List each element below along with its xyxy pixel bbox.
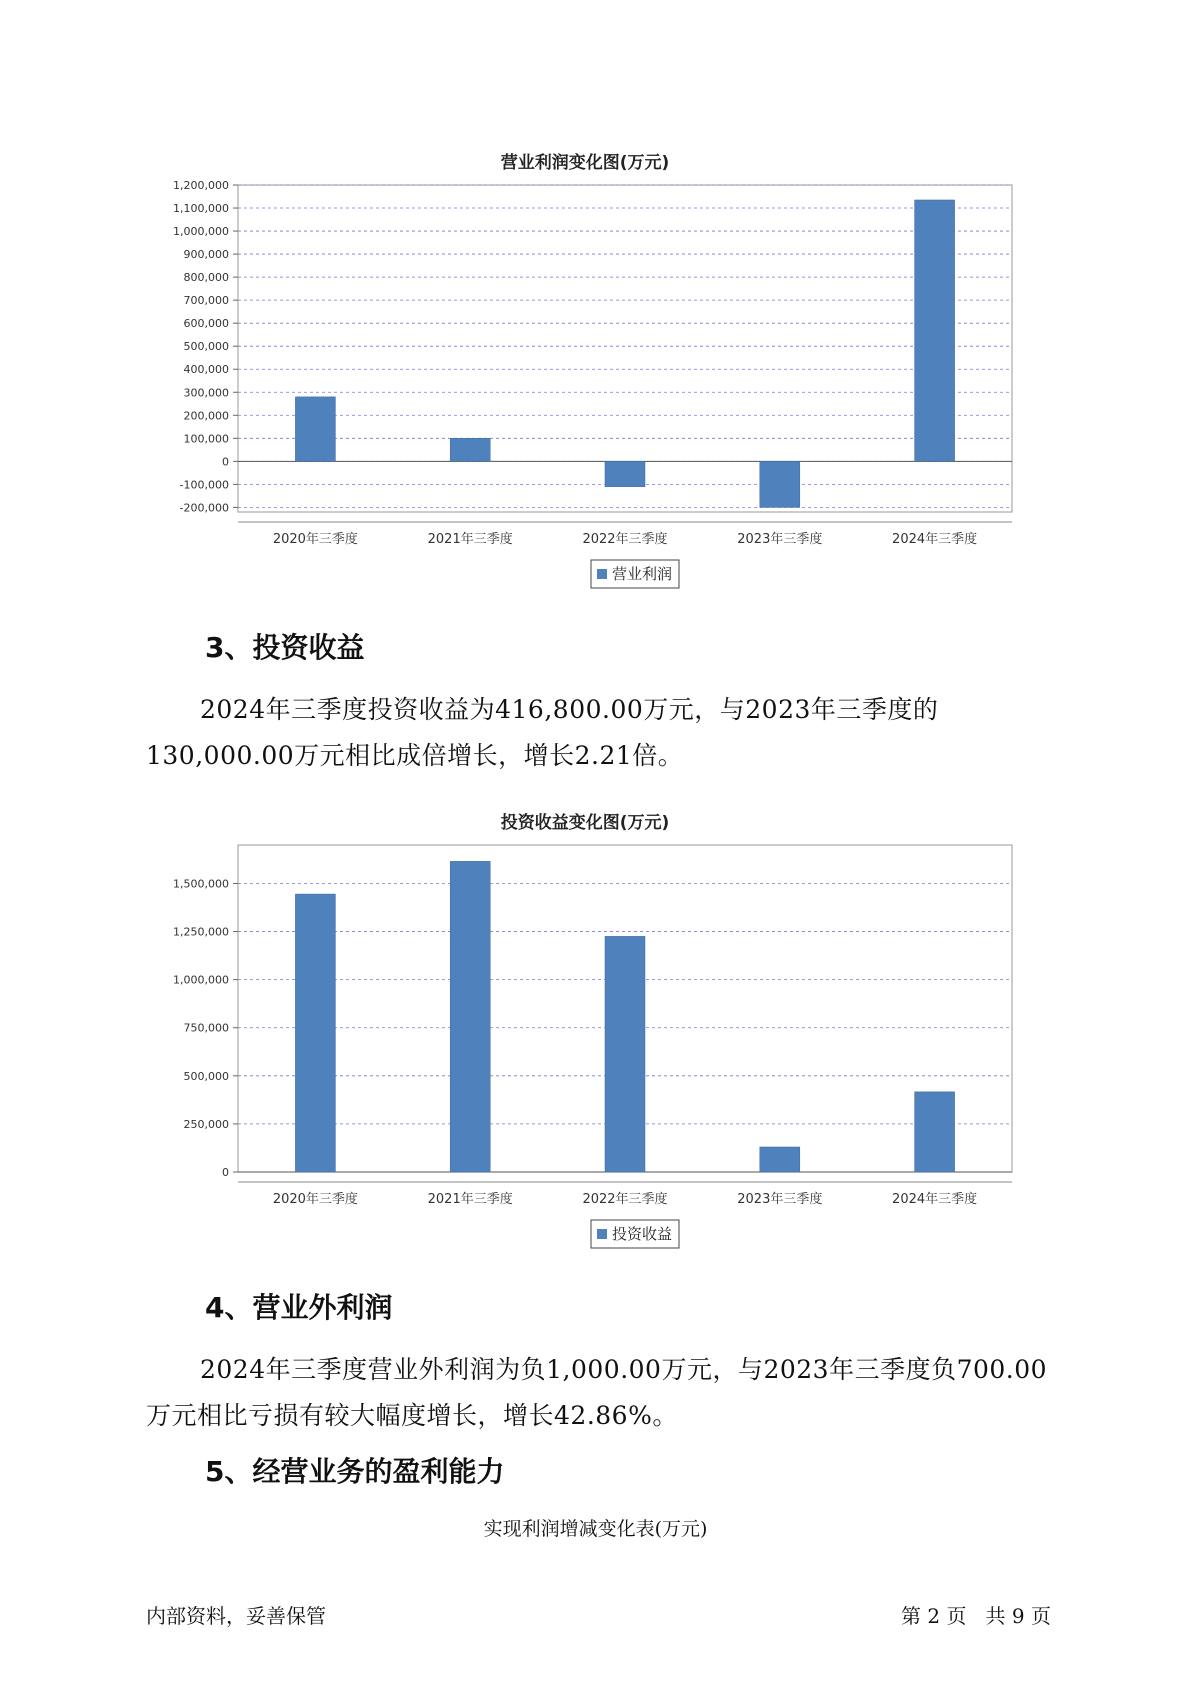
x-tick-label: 2020年三季度 <box>272 532 358 547</box>
x-tick-label: 2024年三季度 <box>892 532 978 547</box>
y-tick-label: 500,000 <box>183 1069 229 1083</box>
bar <box>605 936 645 1172</box>
bar <box>450 438 490 461</box>
x-tick-label: 2021年三季度 <box>427 532 513 547</box>
x-tick-label: 2020年三季度 <box>272 1192 358 1207</box>
y-tick-label: 700,000 <box>183 294 229 308</box>
y-tick-label: 400,000 <box>183 363 229 377</box>
y-tick-label: 1,200,000 <box>173 179 229 192</box>
y-tick-label: 800,000 <box>183 271 229 285</box>
y-tick-label: 100,000 <box>183 432 229 446</box>
y-tick-label: 200,000 <box>183 409 229 423</box>
bar <box>760 1147 800 1172</box>
y-tick-label: -100,000 <box>179 478 229 492</box>
paragraph-line: 万元相比亏损有较大幅度增长，增长42.86%。 <box>146 1401 678 1430</box>
y-tick-label: 1,000,000 <box>173 973 229 987</box>
y-tick-label: 1,250,000 <box>173 925 229 939</box>
investment-income-chart <box>150 800 1020 1260</box>
legend-label: 营业利润 <box>612 565 673 583</box>
y-tick-label: 0 <box>222 455 229 469</box>
x-tick-label: 2023年三季度 <box>737 532 823 547</box>
legend-label: 投资收益 <box>612 1225 673 1243</box>
chart-title: 投资收益变化图(万元) <box>500 813 670 833</box>
operating-profit-chart-svg <box>150 175 1020 615</box>
y-tick-label: 600,000 <box>183 317 229 331</box>
x-tick-label: 2024年三季度 <box>892 1192 978 1207</box>
x-tick-label: 2022年三季度 <box>582 1192 668 1207</box>
section-heading-investment-income: 3、投资收益 <box>205 631 365 664</box>
y-tick-label: 0 <box>222 1166 229 1179</box>
legend-swatch <box>597 1229 607 1239</box>
x-tick-label: 2021年三季度 <box>427 1192 513 1207</box>
footer-page-number: 第 2 页 共 9 页 <box>901 1604 1051 1628</box>
y-tick-label: 900,000 <box>183 248 229 262</box>
y-tick-label: 250,000 <box>183 1117 229 1131</box>
section-heading-profitability: 5、经营业务的盈利能力 <box>205 1455 505 1488</box>
paragraph-line: 2024年三季度投资收益为416,800.00万元，与2023年三季度的 <box>200 695 939 724</box>
bar <box>295 397 335 461</box>
paragraph-line: 2024年三季度营业外利润为负1,000.00万元，与2023年三季度负700.00 <box>200 1355 1048 1384</box>
x-tick-label: 2022年三季度 <box>582 532 668 547</box>
y-tick-label: 750,000 <box>183 1021 229 1035</box>
y-tick-label: 1,100,000 <box>173 202 229 216</box>
legend-swatch <box>597 569 607 579</box>
operating-profit-chart <box>150 140 1020 600</box>
y-tick-label: 1,500,000 <box>173 877 229 891</box>
bar <box>915 200 955 461</box>
x-tick-label: 2023年三季度 <box>737 1192 823 1207</box>
y-tick-label: -200,000 <box>179 501 229 515</box>
bar <box>760 461 800 507</box>
y-tick-label: 500,000 <box>183 340 229 354</box>
bar <box>915 1092 955 1172</box>
y-tick-label: 300,000 <box>183 386 229 400</box>
paragraph-line: 130,000.00万元相比成倍增长，增长2.21倍。 <box>146 741 684 770</box>
bar <box>295 894 335 1172</box>
investment-income-chart-svg <box>150 835 1020 1275</box>
section-heading-non-operating-profit: 4、营业外利润 <box>205 1291 393 1324</box>
table-caption: 实现利润增减变化表(万元) <box>483 1518 708 1540</box>
bar <box>605 461 645 486</box>
chart-title: 营业利润变化图(万元) <box>500 153 670 173</box>
footer-confidential-note: 内部资料，妥善保管 <box>146 1604 326 1628</box>
bar <box>450 861 490 1172</box>
y-tick-label: 1,000,000 <box>173 225 229 239</box>
